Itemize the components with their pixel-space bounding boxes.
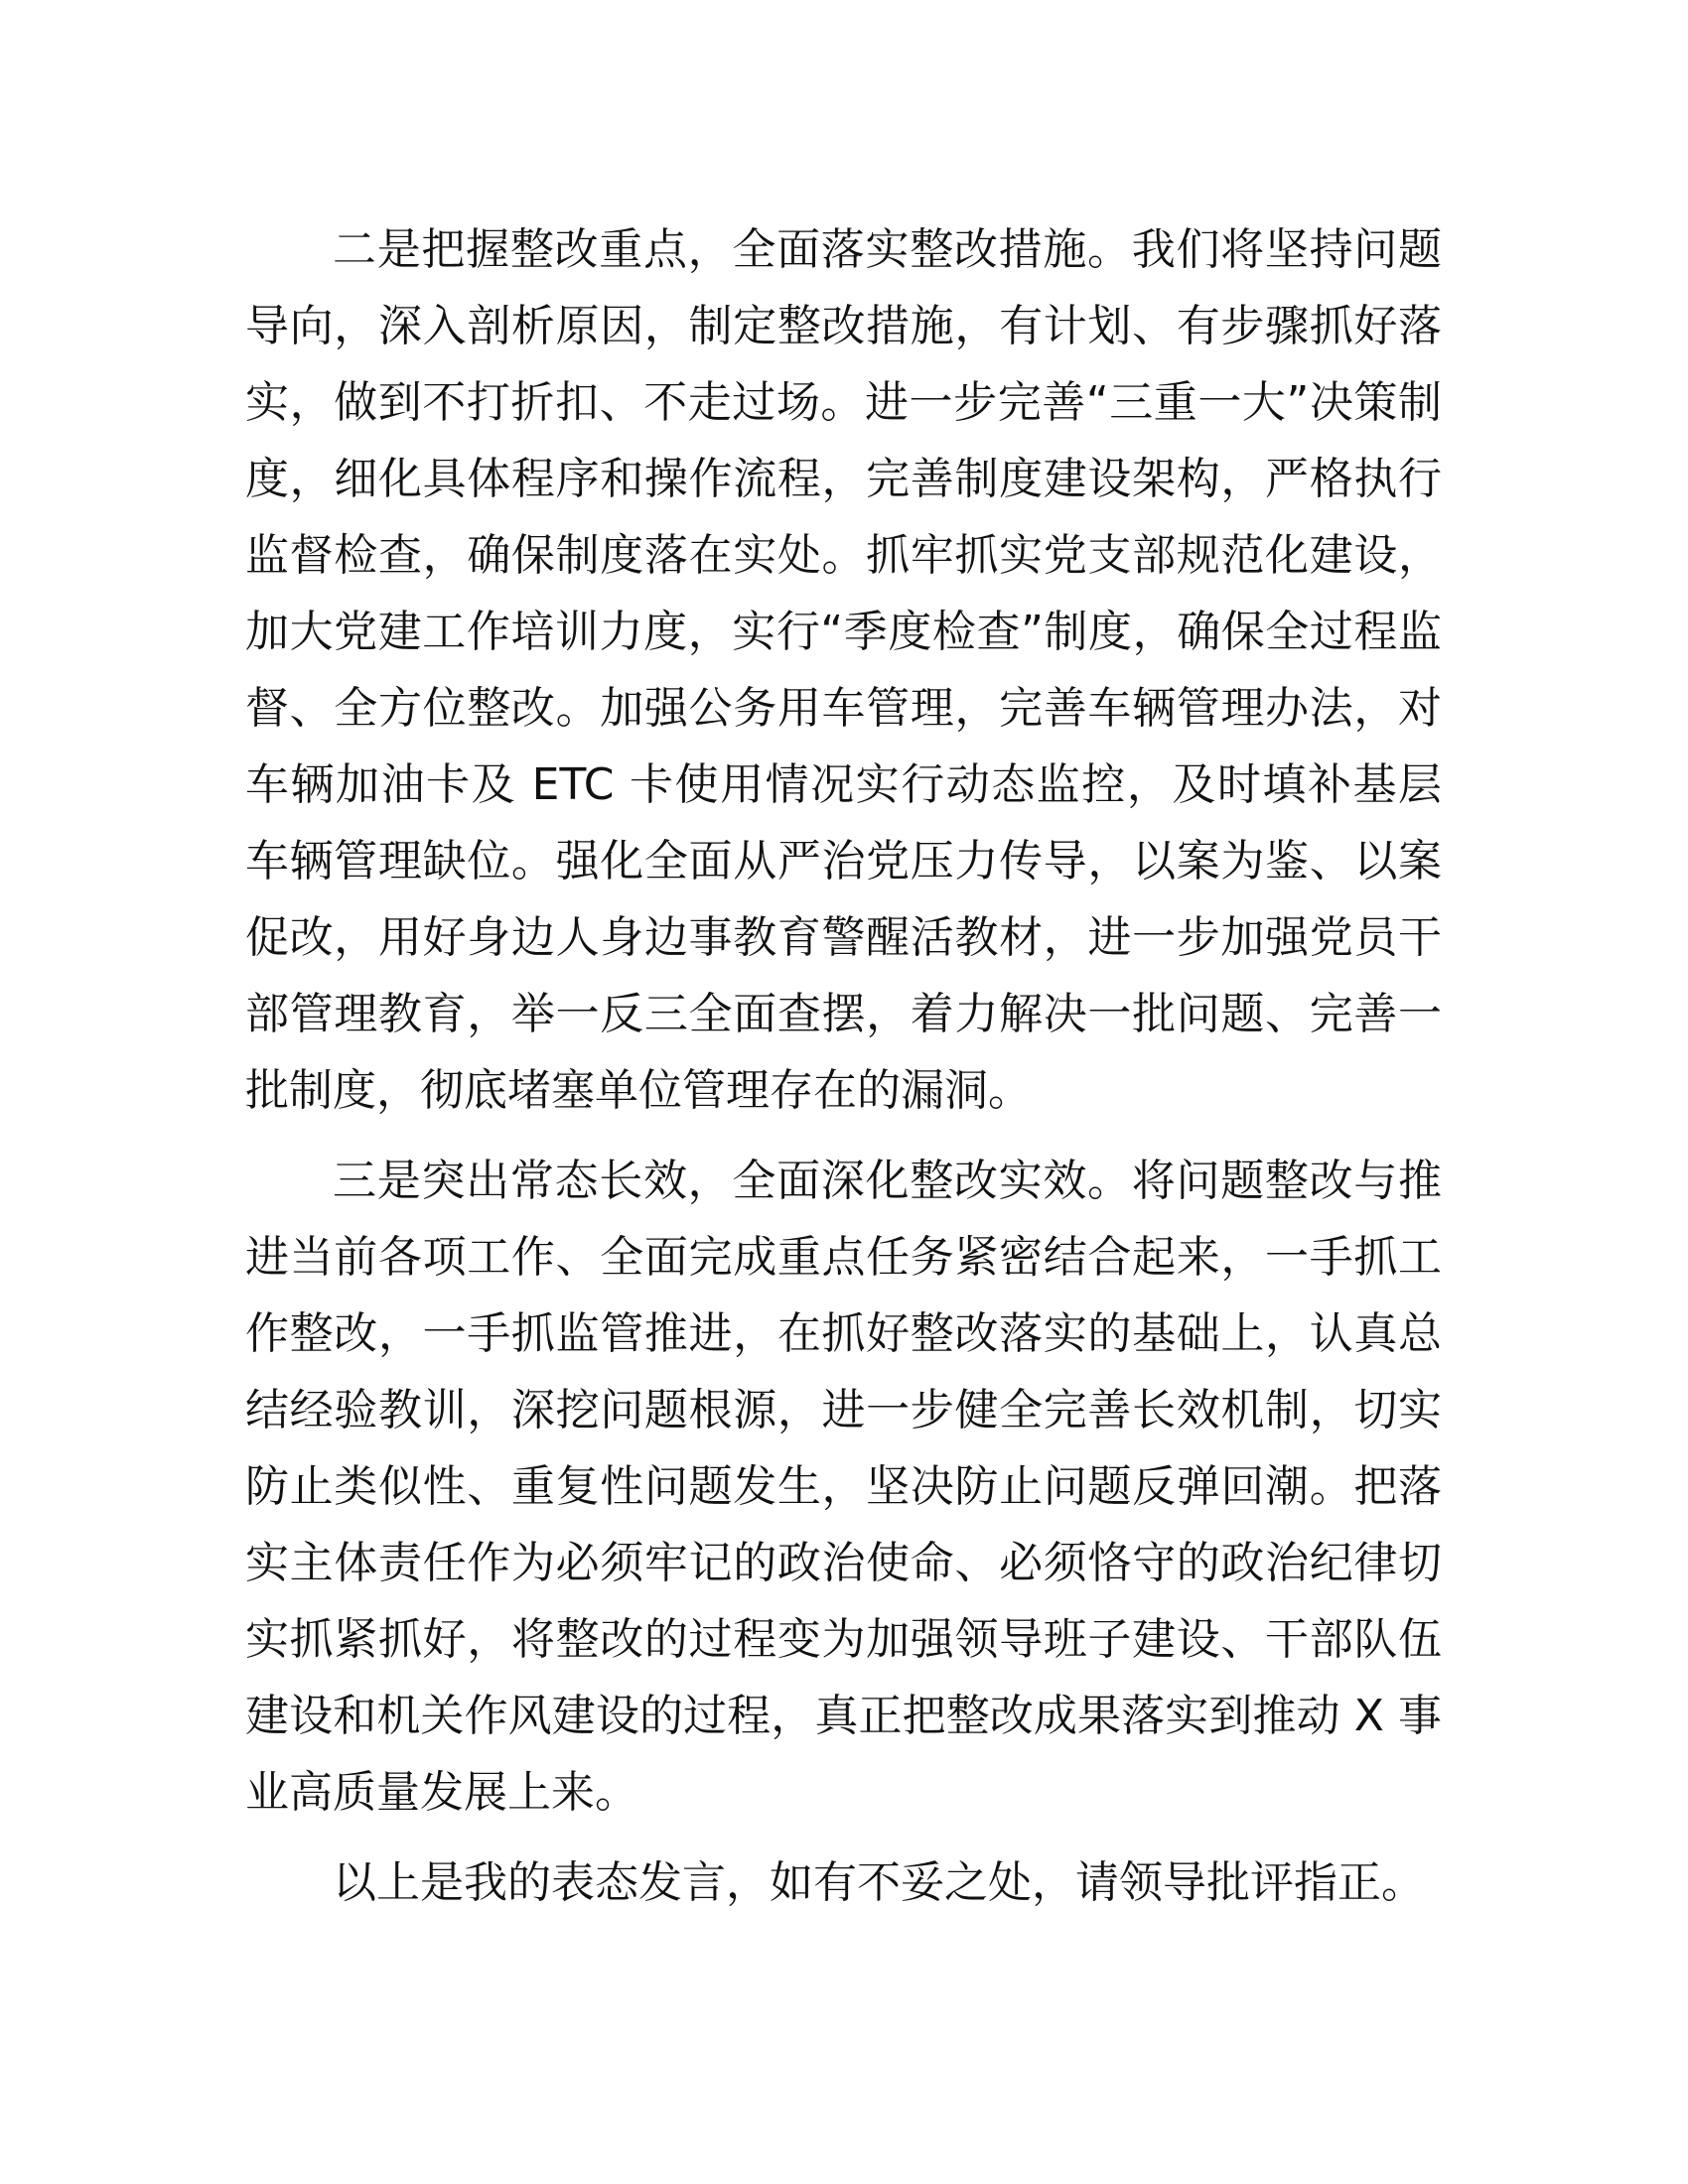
document-body <box>245 211 1442 1921</box>
paragraph-rectification-focus: 二是把握整改重点，全面落实整改措施。我们将坚持问题导向，深入剖析原因，制定整改措施，有计划、有步骤抓好落实，做到不打折扣、不走过场。进一步完善“三重一大”决策制度，细化具体程序和操作流程，完善制度建设架构，严格执行监督检查，确保制度落在实处。抓牢抓实党支部规范化建设，加大党建工作培训力度，实行“季度检查”制度，确保全过程监督、全方位整改。加强公务用车管理，完善车辆管理办法，对车辆加油卡及 ETC 卡使用情况实行动态监控，及时填补基层车辆管理缺位。强化全面从严治党压力传导，以案为鉴、以案促改，用好身边人身边事教育警醒活教材，进一步加强党员干部管理教育，举一反三全面查摆，着力解决一批问题、完善一批制度，彻底堵塞单位管理存在的漏洞。 <box>245 224 1442 1116</box>
paragraph-closing-statement: 以上是我的表态发言，如有不妥之处，请领导批评指正。 <box>333 1857 1425 1908</box>
paragraph-long-term-effect: 三是突出常态长效，全面深化整改实效。将问题整改与推进当前各项工作、全面完成重点任务紧密结合起来，一手抓工作整改，一手抓监管推进，在抓好整改落实的基础上，认真总结经验教训，深挖问题根源，进一步健全完善长效机制，切实防止类似性、重复性问题发生，坚决防止问题反弹回潮。把落实主体责任作为必须牢记的政治使命、必须恪守的政治纪律切实抓紧抓好，将整改的过程变为加强领导班子建设、干部队伍建设和机关作风建设的过程，真正把整改成果落实到推动 X 事业高质量发展上来。 <box>245 1156 1442 1818</box>
